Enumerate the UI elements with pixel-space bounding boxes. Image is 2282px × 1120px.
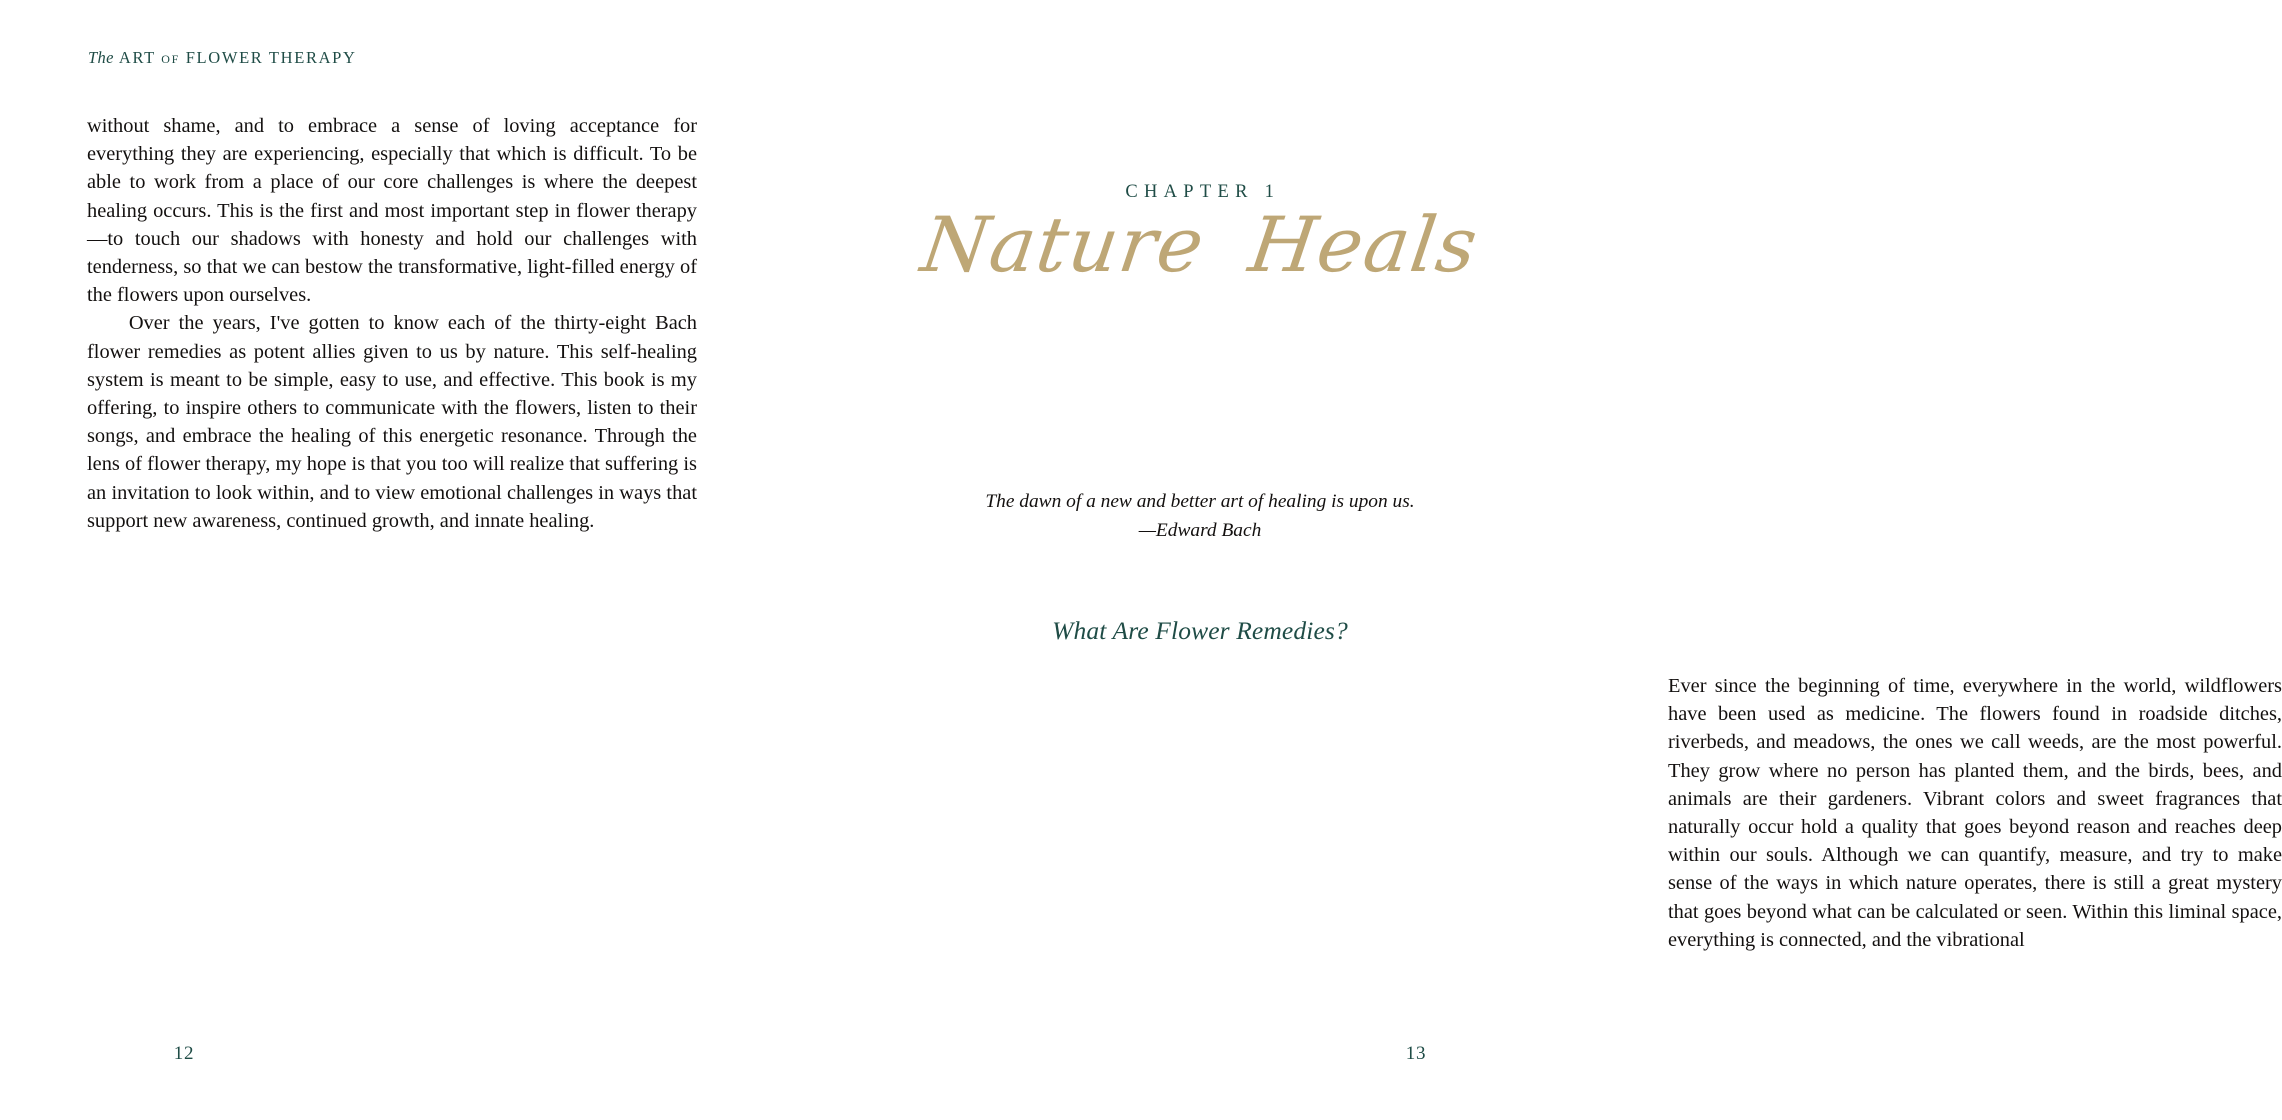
- chapter-opener: [800, 182, 1600, 289]
- page-number-right: 13: [1405, 1043, 1427, 1064]
- running-head-italic-word: The: [88, 48, 114, 67]
- paragraph: Ever since the beginning of time, everywhere in the world, wildflowers have been used as medicine. The flowers found in roadside ditches, riverbeds, and meadows, the ones we call weeds, are the most powerful. They grow where no person has planted them, and the birds, bees, and animals are their gardeners. Vibrant colors and sweet fragrances that naturally occur hold a quality that goes beyond reason and reaches deep within our souls. Although we can quantify, measure, and try to make sense of the ways in which nature operates, there is still a great mystery that goes beyond what can be calculated or seen. Within this liminal space, everything is connected, and the vibrational: [1668, 675, 2282, 951]
- epigraph-attribution: —Edward Bach: [1138, 520, 1262, 541]
- section-heading: What Are Flower Remedies?: [1052, 616, 1348, 645]
- running-head: [88, 48, 357, 68]
- right-page: [800, 0, 2282, 1120]
- left-page-text-column: [87, 112, 697, 535]
- chapter-title-word-2: Heals: [1243, 200, 1484, 289]
- page-number-left: 12: [173, 1043, 195, 1064]
- right-page-text-column: [1668, 672, 2282, 954]
- left-page: [0, 0, 800, 1120]
- epigraph-quote: The dawn of a new and better art of healing is upon us.: [985, 491, 1415, 512]
- chapter-label: CHAPTER 1: [1125, 182, 1281, 202]
- chapter-title: [794, 200, 1605, 289]
- chapter-title-word-1: Nature: [916, 200, 1211, 289]
- paragraph: without shame, and to embrace a sense of loving acceptance for everything they are experiencing, especially that which is difficult. To be able to work from a place of our core challenges is where the deepest healing occurs. This is the first and most important step in flower therapy—to touch our shadows with honesty and hold our challenges with tenderness, so that we can bestow the transformative, light-filled energy of the flowers upon ourselves.: [87, 115, 697, 307]
- running-head-title: ART of FLOWER THERAPY: [118, 48, 357, 67]
- epigraph: [800, 487, 1600, 545]
- paragraph: Over the years, I've gotten to know each of the thirty-eight Bach flower remedies as potent allies given to us by nature. This self-healing system is meant to be simple, easy to use, and effective. This book is my offering, to inspire others to communicate with the flowers, listen to their songs, and embrace the healing of this energetic resonance. Through the lens of flower therapy, my hope is that you too will realize that suffering is an invitation to look within, and to view emotional challenges in ways that support new awareness, continued growth, and innate healing.: [87, 312, 697, 532]
